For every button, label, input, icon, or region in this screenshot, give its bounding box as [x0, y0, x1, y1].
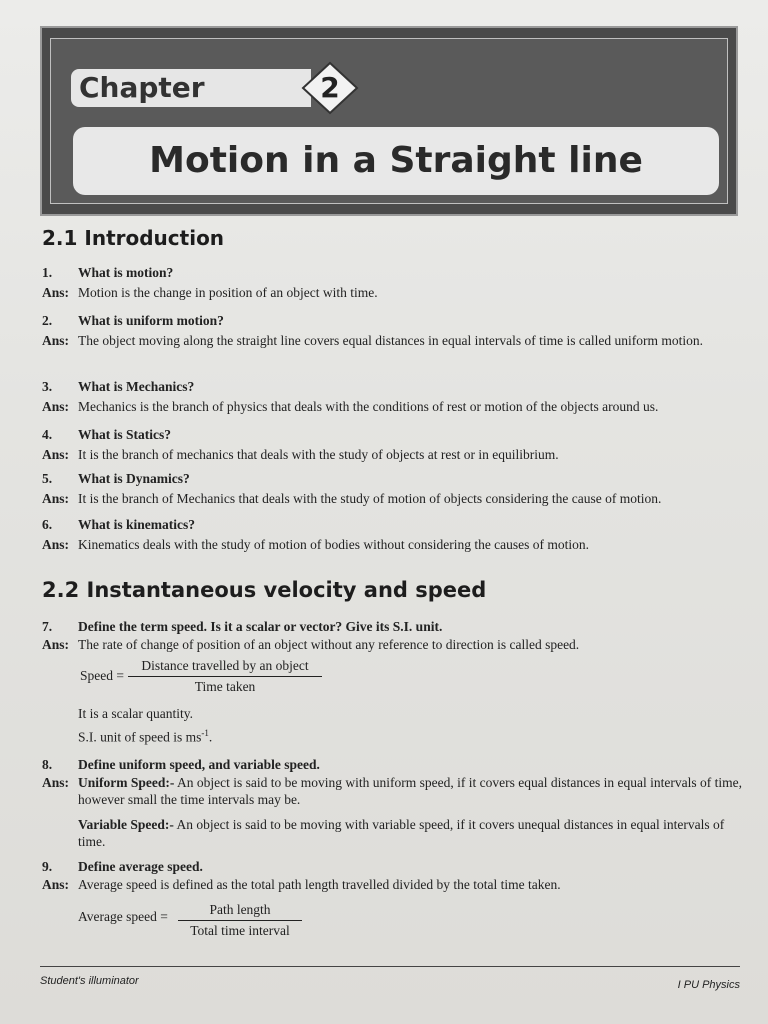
- answer-label: Ans:: [42, 491, 70, 506]
- question-number: 8.: [42, 757, 53, 772]
- answer-text: Motion is the change in position of an object with time.: [78, 285, 378, 300]
- chapter-banner: [40, 26, 738, 216]
- variable-speed-label: Variable Speed:-: [78, 817, 174, 832]
- uniform-speed-label: Uniform Speed:-: [78, 775, 175, 790]
- question-number: 7.: [42, 619, 53, 634]
- question-text: What is kinematics?: [78, 517, 196, 532]
- fraction-denominator: Time taken: [194, 679, 256, 694]
- answer-label: Ans:: [42, 333, 70, 348]
- question-number: 2.: [42, 313, 53, 328]
- section-heading-velocity-speed: 2.2 Instantaneous velocity and speed: [42, 578, 487, 602]
- banner-inner: [50, 38, 728, 204]
- question-number: 5.: [42, 471, 53, 486]
- answer-label: Ans:: [42, 447, 70, 462]
- question-number: 3.: [42, 379, 53, 394]
- question-text: Define the term speed. Is it a scalar or vector? Give its S.I. unit.: [78, 619, 443, 634]
- question-text: What is motion?: [78, 265, 174, 280]
- si-unit-period: .: [208, 729, 213, 745]
- answer-text: It is the branch of mechanics that deals with the study of objects at rest or in equilibrium.: [78, 447, 559, 462]
- answer-text: The rate of change of position of an object without any reference to direction is called speed.: [78, 637, 580, 652]
- question-text: Define uniform speed, and variable speed.: [78, 757, 320, 772]
- answer-text: Mechanics is the branch of physics that deals with the conditions of rest or motion of the objects around us.: [78, 399, 659, 414]
- answer-label: Ans:: [42, 537, 70, 552]
- uniform-speed-text: An object is said to be moving with uniform speed, if it covers equal distances in equal intervals of time, however small the time intervals may be.: [78, 775, 743, 807]
- section-heading-introduction: 2.1 Introduction: [42, 226, 225, 250]
- page-footer: [40, 966, 740, 997]
- answer-label: Ans:: [42, 399, 70, 414]
- chapter-number-badge: [301, 61, 359, 115]
- question-number: 9.: [42, 859, 53, 874]
- question-number: 6.: [42, 517, 53, 532]
- si-unit-exponent: -1: [201, 728, 209, 738]
- footer-subject: I PU Physics: [677, 979, 740, 991]
- fraction-numerator: Path length: [209, 902, 271, 917]
- question-text: What is Mechanics?: [78, 379, 195, 394]
- formula-lhs: Speed =: [80, 668, 124, 683]
- fraction: [128, 658, 322, 695]
- chapter-label: Chapter: [71, 69, 311, 107]
- answer-text: Average speed is defined as the total path length travelled divided by the total time taken.: [78, 877, 561, 892]
- answer-label: Ans:: [42, 637, 70, 652]
- fraction: [178, 902, 302, 939]
- variable-speed-answer: [78, 816, 742, 850]
- si-unit-text: S.I. unit of speed is ms: [78, 729, 202, 745]
- question-text: What is Statics?: [78, 427, 172, 442]
- question-text: Define average speed.: [78, 859, 203, 874]
- si-unit-note: [78, 728, 212, 746]
- chapter-number: 2: [320, 71, 340, 104]
- chapter-title: Motion in a Straight line: [73, 127, 719, 195]
- answer-text: It is the branch of Mechanics that deals with the study of motion of objects considering the cause of motion.: [78, 491, 662, 506]
- fraction-bar: [128, 676, 322, 677]
- question-number: 4.: [42, 427, 53, 442]
- question-text: What is uniform motion?: [78, 313, 224, 328]
- uniform-speed-answer: [78, 774, 742, 808]
- question-number: 1.: [42, 265, 53, 280]
- footer-book-name: Student's illuminator: [40, 975, 139, 987]
- fraction-denominator: Total time interval: [190, 923, 290, 938]
- answer-label: Ans:: [42, 775, 70, 790]
- fraction-bar: [178, 920, 302, 921]
- variable-speed-text: An object is said to be moving with variable speed, if it covers unequal distances in equal intervals of time.: [78, 817, 725, 849]
- answer-label: Ans:: [42, 877, 70, 892]
- scalar-note: It is a scalar quantity.: [78, 706, 193, 721]
- fraction-numerator: Distance travelled by an object: [141, 658, 309, 673]
- answer-text: The object moving along the straight line covers equal distances in equal intervals of time is called uniform motion.: [78, 333, 703, 348]
- formula-lhs: Average speed =: [78, 909, 168, 924]
- answer-text: Kinematics deals with the study of motion of bodies without considering the causes of motion.: [78, 537, 590, 552]
- answer-label: Ans:: [42, 285, 70, 300]
- question-text: What is Dynamics?: [78, 471, 190, 486]
